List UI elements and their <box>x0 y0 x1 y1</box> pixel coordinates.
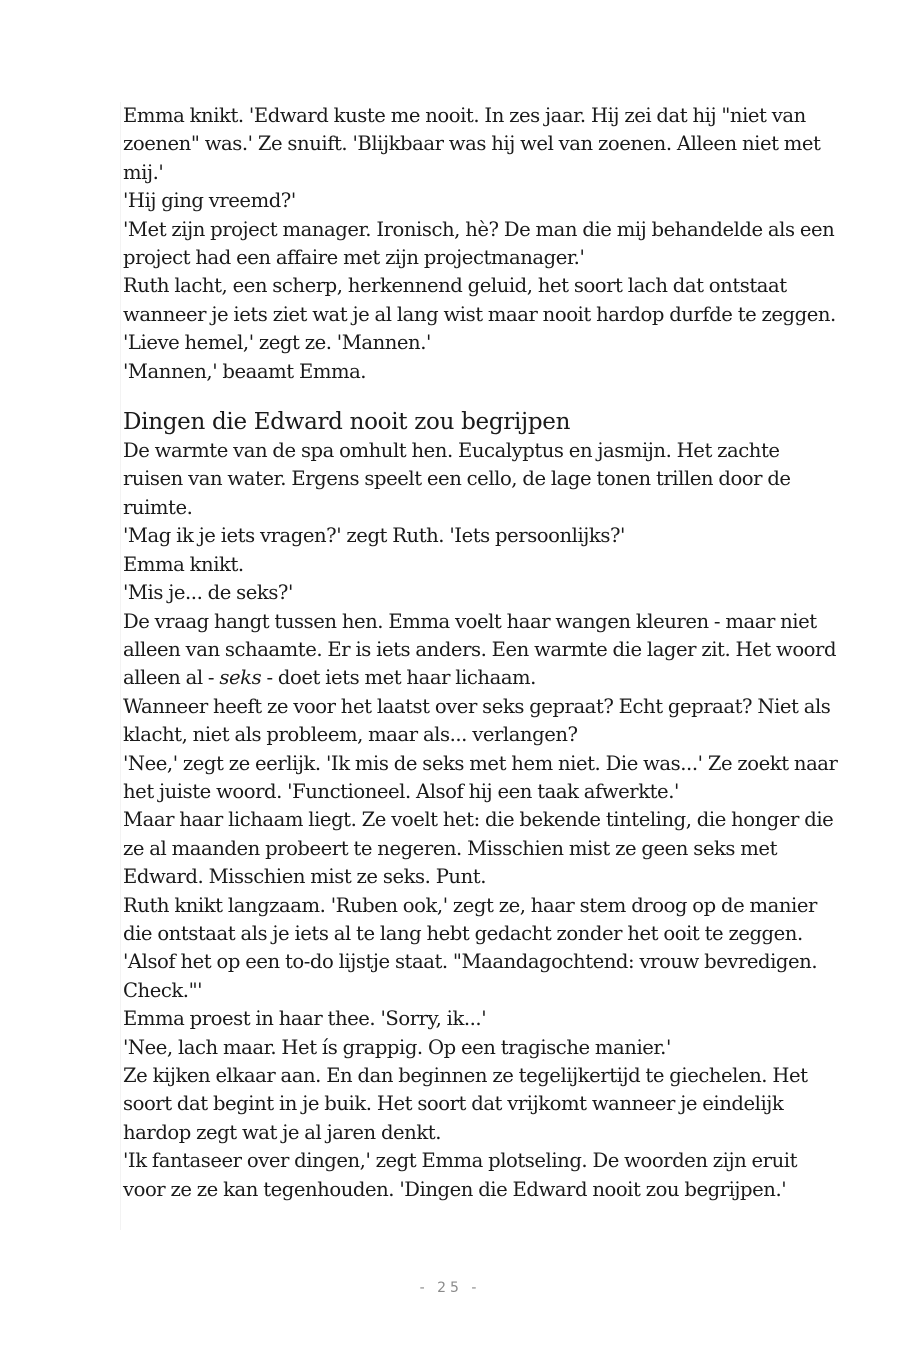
page-number: - 25 - <box>419 1280 481 1296</box>
section-heading: Dingen die Edward nooit zou begrijpen <box>123 409 571 436</box>
emphasized-word: seks <box>219 666 262 690</box>
paragraph: 'Hij ging vreemd?' <box>123 189 296 213</box>
paragraph: Wanneer heeft ze voor het laatst over seks gepraat? Echt gepraat? Niet als klacht, niet als probleem, maar als... verlangen? <box>123 694 831 747</box>
paragraph: Emma knikt. <box>123 552 244 576</box>
section-dingen <box>123 407 840 1204</box>
paragraph: Maar haar lichaam liegt. Ze voelt het: die bekende tinteling, die honger die ze al maanden probeert te negeren. Misschien mist ze geen seks met Edward. Misschien mist ze seks. Punt. <box>123 808 834 889</box>
paragraph: 'Nee, lach maar. Het ís grappig. Op een tragische manier.' <box>123 1035 671 1059</box>
paragraph <box>123 608 840 693</box>
paragraph: Emma proest in haar thee. 'Sorry, ik...' <box>123 1007 487 1031</box>
paragraph: 'Nee,' zegt ze eerlijk. 'Ik mis de seks met hem niet. Die was...' Ze zoekt naar het juiste woord. 'Functioneel. Alsof hij een taak afwerkte.' <box>123 751 838 803</box>
paragraph: 'Mag ik je iets vragen?' zegt Ruth. 'Iets persoonlijks?' <box>123 524 625 548</box>
paragraph: Ruth lacht, een scherp, herkennend geluid, het soort lach dat ontstaat wanneer je iets ziet wat je al lang wist maar nooit hardop durfde te zeggen. 'Lieve hemel,' zegt ze. 'Mannen.' <box>123 274 836 355</box>
paragraph: 'Mannen,' beaamt Emma. <box>123 359 367 383</box>
paragraph-text: De vraag hangt tussen hen. Emma voelt haar wangen kleuren - maar niet alleen van schaamte. Er is iets anders. Een warmte die lager zit. Het woord alleen al - <box>123 609 837 690</box>
paragraph: Emma knikt. 'Edward kuste me nooit. In zes jaar. Hij zei dat hij "niet van zoenen" was.' Ze snuift. 'Blijkbaar was hij wel van zoenen. Alleen niet met mij.' <box>123 104 821 184</box>
paragraph: Ze kijken elkaar aan. En dan beginnen ze tegelijkertijd te giechelen. Het soort dat begint in je buik. Het soort dat vrijkomt wanneer je eindelijk hardop zegt wat je al jaren denkt. <box>123 1064 808 1144</box>
paragraph: 'Mis je... de seks?' <box>123 581 293 605</box>
paragraph: 'Met zijn project manager. Ironisch, hè? De man die mij behandelde als een project had een affaire met zijn projectmanager.' <box>123 217 835 270</box>
paragraph-text: - doet iets met haar lichaam. <box>261 666 536 690</box>
paragraph: Ruth knikt langzaam. 'Ruben ook,' zegt ze, haar stem droog op de manier die ontstaat als je iets al te lang hebt gedacht zonder het ooit te zeggen. 'Alsof het op een to-do lijstje staat. "Maandagochtend: vrouw bevredigen. Check."' <box>123 893 818 1002</box>
paragraph: 'Ik fantaseer over dingen,' zegt Emma plotseling. De woorden zijn eruit voor ze ze kan tegenhouden. 'Dingen die Edward nooit zou begrijpen.' <box>123 1149 798 1201</box>
paragraph: De warmte van de spa omhult hen. Eucalyptus en jasmijn. Het zachte ruisen van water. Ergens speelt een cello, de lage tonen trillen door de ruimte. <box>123 439 791 519</box>
page-text-block <box>120 102 840 1230</box>
section-intro <box>123 102 840 386</box>
